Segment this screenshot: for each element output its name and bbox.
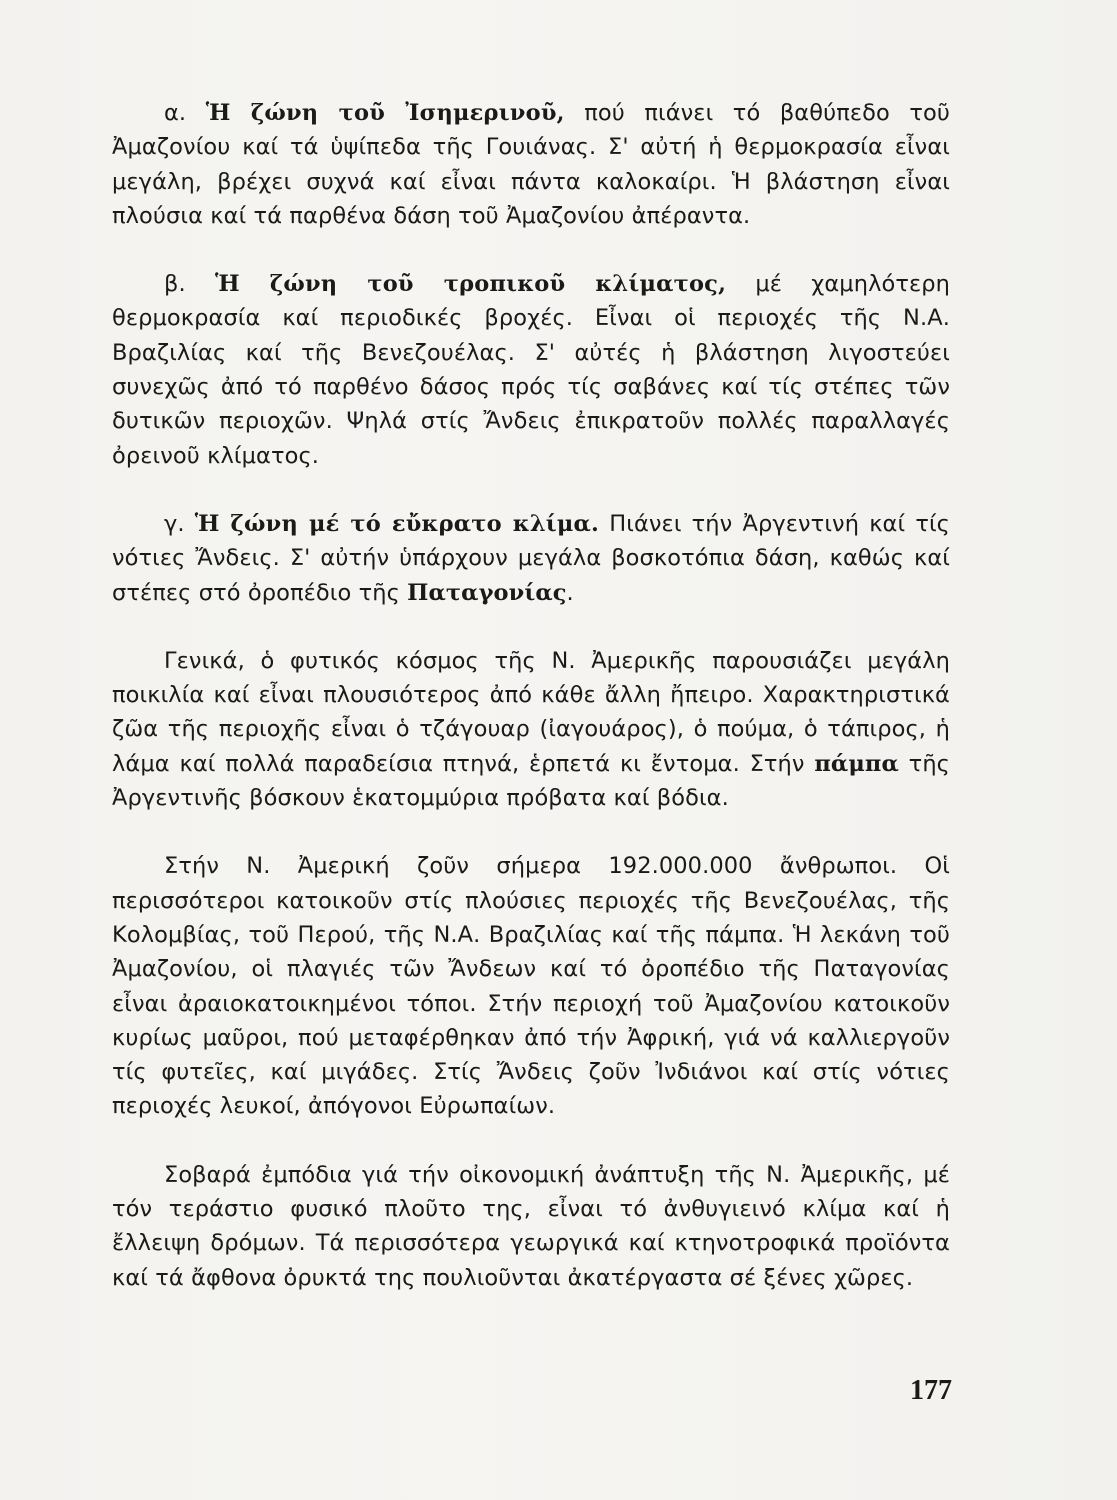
bold-term-pampa: πάμπα <box>814 750 899 777</box>
list-marker-gamma: γ. <box>164 510 195 537</box>
paragraph-economy <box>112 1158 950 1295</box>
zone-heading-equator: Ἡ ζώνη τοῦ Ἰσημερινοῦ, <box>205 100 565 126</box>
paragraph-text: Στήν Ν. Ἀμερική ζοῦν σήμερα 192.000.000 ἄνθρωποι. Οἱ περισσότεροι κατοικοῦν στίς πλούσιες περιοχές τῆς Βενεζουέλας, τῆς Κολομβίας, τοῦ Περού, τῆς Ν.Α. Βραζιλίας καί τῆς πάμπα. Ἡ λεκάνη τοῦ Ἀμαζονίου, οἱ πλαγιές τῶν Ἄνδεων καί τό ὀροπέδιο τῆς Παταγονίας εἶναι ἀραιοκατοικημένοι τόποι. Στήν περιοχή τοῦ Ἀμαζονίου κατοικοῦν κυρίως μαῦροι, πού μεταφέρθηκαν ἀπό τήν Ἀφρική, γιά νά καλλιεργοῦν τίς φυτεῖες, καί μιγάδες. Στίς Ἄνδεις ζοῦν Ἰνδιάνοι καί στίς νότιες περιοχές λευκοί, ἀπόγονοι Εὐρωπαίων. <box>112 853 950 1120</box>
paragraph-text: Γενικά, ὁ φυτικός κόσμος τῆς Ν. Ἀμερικῆς παρουσιάζει μεγάλη ποικιλία καί εἶναι πλουσιότερος ἀπό κάθε ἄλλη ἤπειρο. Χαρακτηριστικά ζῶα τῆς περιοχῆς εἶναι ὁ τζάγουαρ (ἰαγουάρος), ὁ πούμα, ὁ τάπιρος, ἡ λάμα καί πολλά παραδείσια πτηνά, ἑρπετά κι ἔντομα. Στήν <box>112 647 950 777</box>
paragraph-zone-temperate <box>112 507 950 610</box>
paragraph-tail: . <box>566 579 574 606</box>
paragraph-zone-tropical <box>112 267 950 473</box>
paragraph-population <box>112 849 950 1123</box>
paragraph-text: Πιάνει τήν Ἀργεντινή καί τίς νότιες Ἄνδεις. Σ' αὐτήν ὑπάρχουν μεγάλα βοσκοτόπια δάση, καθώς καί στέπες στό ὀροπέδιο τῆς <box>112 510 950 606</box>
bold-term-patagonia: Παταγονίας <box>407 579 567 606</box>
list-marker-alpha: α. <box>164 100 206 126</box>
paragraph-flora-fauna <box>112 644 950 815</box>
page-number: 177 <box>910 1375 952 1406</box>
paragraph-tail: τῆς Ἀργεντινῆς βόσκουν ἑκατομμύρια πρόβατα καί βόδια. <box>112 750 950 812</box>
paragraph-zone-equator <box>112 96 950 233</box>
body-text <box>112 96 950 1329</box>
paragraph-text: μέ χαμηλότερη θερμοκρασία καί περιοδικές βροχές. Εἶναι οἱ περιοχές τῆς Ν.Α. Βραζιλίας καί τῆς Βενεζουέλας. Σ' αὐτές ἡ βλάστηση λιγοστεύει συνεχῶς ἀπό τό παρθένο δάσος πρός τίς σαβάνες καί τίς στέπες τῶν δυτικῶν περιοχῶν. Ψηλά στίς Ἄνδεις ἐπικρατοῦν πολλές παραλλαγές ὀρεινοῦ κλίματος. <box>112 271 951 469</box>
paragraph-text: πού πιάνει τό βαθύπεδο τοῦ Ἀμαζονίου καί τά ὑψίπεδα τῆς Γουιάνας. Σ' αὐτή ἡ θερμοκρασία εἶναι μεγάλη, βρέχει συχνά καί εἶναι πάντα καλοκαίρι. Ἡ βλάστηση εἶναι πλούσια καί τά παρθένα δάση τοῦ Ἀμαζονίου ἀπέραντα. <box>112 100 950 229</box>
zone-heading-tropical: Ἡ ζώνη τοῦ τροπικοῦ κλίματος, <box>214 271 727 298</box>
zone-heading-temperate: Ἡ ζώνη μέ τό εὔκρατο κλίμα. <box>194 510 600 537</box>
list-marker-beta: β. <box>164 271 215 298</box>
paragraph-text: Σοβαρά ἐμπόδια γιά τήν οἰκονομική ἀνάπτυξη τῆς Ν. Ἀμερικῆς, μέ τόν τεράστιο φυσικό πλοῦτο της, εἶναι τό ἀνθυγιεινό κλίμα καί ἡ ἔλλειψη δρόμων. Τά περισσότερα γεωργικά καί κτηνοτροφικά προϊόντα καί τά ἄφθονα ὀρυκτά της πουλιοῦνται ἀκατέργαστα σέ ξένες χῶρες. <box>112 1161 950 1291</box>
